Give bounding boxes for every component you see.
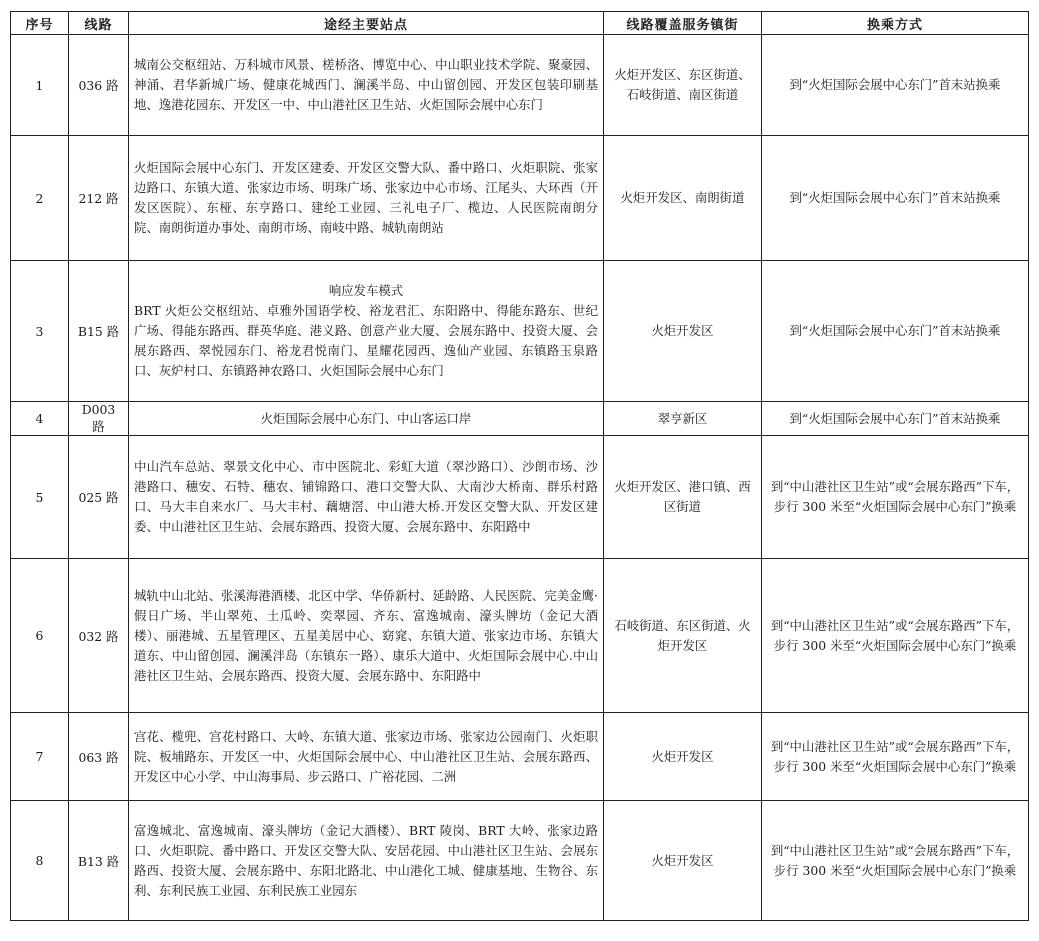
row-number: 4 <box>11 402 69 436</box>
table-row <box>11 402 1029 436</box>
table-row <box>11 713 1029 801</box>
table-header <box>11 12 1029 35</box>
transfer-method: 到“火炬国际会展中心东门”首末站换乘 <box>762 402 1029 436</box>
transfer-method: 到“中山港社区卫生站”或“会展东路西”下车，步行 300 米至“火炬国际会展中心东门”换乘 <box>762 436 1029 559</box>
route-stops: 中山汽车总站、翠景文化中心、市中医院北、彩虹大道（翠沙路口）、沙朗市场、沙港路口、穗安、石特、穗农、铺锦路口、港口交警大队、大南沙大桥南、群乐村路口、马大丰自来水厂、马大丰村、藕塘滘、中山港大桥.开发区交警大队、开发区建委、中山港社区卫生站、会展东路西、投资大厦、会展东路中、东阳路中 <box>129 436 604 559</box>
route-stops: 火炬国际会展中心东门、中山客运口岸 <box>129 402 604 436</box>
table-row <box>11 801 1029 921</box>
route-stops: 富逸城北、富逸城南、濠头牌坊（金记大酒楼）、BRT 陵岗、BRT 大岭、张家边路口、火炬职院、番中路口、开发区交警大队、安居花园、中山港社区卫生站、会展东路西、投资大厦、会展东路中、东阳北路北、中山港化工城、健康基地、生物谷、东利、东利民族工业园、东利民族工业园东 <box>129 801 604 921</box>
table-row <box>11 436 1029 559</box>
route-stops: 宫花、榄兜、宫花村路口、大岭、东镇大道、张家边市场、张家边公园南门、火炬职院、板埔路东、开发区一中、火炬国际会展中心、中山港社区卫生站、会展东路西、开发区中心小学、中山海事局、步云路口、广裕花园、二洲 <box>129 713 604 801</box>
header-area: 线路覆盖服务镇街 <box>604 12 762 35</box>
table-row <box>11 136 1029 261</box>
header-stops: 途经主要站点 <box>129 12 604 35</box>
route-line: 063 路 <box>69 713 129 801</box>
route-stops: 火炬国际会展中心东门、开发区建委、开发区交警大队、番中路口、火炬职院、张家边路口、东镇大道、张家边市场、明珠广场、张家边中心市场、江尾头、大环西（开发区医院）、东桠、东亨路口、建纶工业园、三礼电子厂、榄边、人民医院南朗分院、南朗街道办事处、南朗市场、南岐中路、城轨南朗站 <box>129 136 604 261</box>
service-area: 石岐街道、东区街道、火炬开发区 <box>604 559 762 713</box>
transfer-method: 到“中山港社区卫生站”或“会展东路西”下车，步行 300 米至“火炬国际会展中心东门”换乘 <box>762 559 1029 713</box>
service-area: 翠亨新区 <box>604 402 762 436</box>
row-number: 2 <box>11 136 69 261</box>
route-line: D003 路 <box>69 402 129 436</box>
transfer-method: 到“火炬国际会展中心东门”首末站换乘 <box>762 35 1029 136</box>
route-stops: 城南公交枢纽站、万科城市风景、槎桥洛、博览中心、中山职业技术学院、聚豪园、神涌、君华新城广场、健康花城西门、澜溪半岛、中山留创园、开发区包装印刷基地、逸港花园东、开发区一中、中山港社区卫生站、火炬国际会展中心东门 <box>129 35 604 136</box>
row-number: 5 <box>11 436 69 559</box>
row-number: 8 <box>11 801 69 921</box>
service-area: 火炬开发区、东区街道、石岐街道、南区街道 <box>604 35 762 136</box>
row-number: 1 <box>11 35 69 136</box>
table-body <box>11 35 1029 921</box>
dispatch-mode-label: 响应发车模式 <box>328 283 404 298</box>
table-row <box>11 559 1029 713</box>
service-area: 火炬开发区、港口镇、西区街道 <box>604 436 762 559</box>
route-stops-cell <box>129 261 604 402</box>
service-area: 火炬开发区、南朗街道 <box>604 136 762 261</box>
route-line: B13 路 <box>69 801 129 921</box>
route-line: 212 路 <box>69 136 129 261</box>
route-stops: 城轨中山北站、张溪海港酒楼、北区中学、华侨新村、延龄路、人民医院、完美金鹰·假日广场、半山翠苑、土瓜岭、奕翠园、齐东、富逸城南、濠头牌坊（金记大酒楼）、丽港城、五星管理区、五星美居中心、窈窕、东镇大道、张家边市场、东镇大道东、中山留创园、澜溪泮岛（东镇东一路）、康乐大道中、火炬国际会展中心.中山港社区卫生站、会展东路西、投资大厦、会展东路中、东阳路中 <box>129 559 604 713</box>
bus-route-table <box>10 11 1029 921</box>
service-area: 火炬开发区 <box>604 801 762 921</box>
route-line: 032 路 <box>69 559 129 713</box>
row-number: 7 <box>11 713 69 801</box>
route-line: 036 路 <box>69 35 129 136</box>
row-number: 6 <box>11 559 69 713</box>
table-row <box>11 35 1029 136</box>
header-line: 线路 <box>69 12 129 35</box>
service-area: 火炬开发区 <box>604 261 762 402</box>
route-line: B15 路 <box>69 261 129 402</box>
header-row <box>11 12 1029 35</box>
transfer-method: 到“中山港社区卫生站”或“会展东路西”下车，步行 300 米至“火炬国际会展中心东门”换乘 <box>762 801 1029 921</box>
transfer-method: 到“火炬国际会展中心东门”首末站换乘 <box>762 261 1029 402</box>
header-transfer: 换乘方式 <box>762 12 1029 35</box>
route-stops: BRT 火炬公交枢纽站、卓雅外国语学校、裕龙君汇、东阳路中、得能东路东、世纪广场、得能东路西、群英华庭、港义路、创意产业大厦、会展东路中、投资大厦、会展东路西、翠悦园东门、裕龙君悦南门、星耀花园西、逸仙产业园、东镇路玉泉路口、灰炉村口、东镇路神农路口、火炬国际会展中心东门 <box>134 303 598 378</box>
route-line: 025 路 <box>69 436 129 559</box>
transfer-method: 到“中山港社区卫生站”或“会展东路西”下车，步行 300 米至“火炬国际会展中心东门”换乘 <box>762 713 1029 801</box>
header-no: 序号 <box>11 12 69 35</box>
table-row <box>11 261 1029 402</box>
row-number: 3 <box>11 261 69 402</box>
transfer-method: 到“火炬国际会展中心东门”首末站换乘 <box>762 136 1029 261</box>
service-area: 火炬开发区 <box>604 713 762 801</box>
